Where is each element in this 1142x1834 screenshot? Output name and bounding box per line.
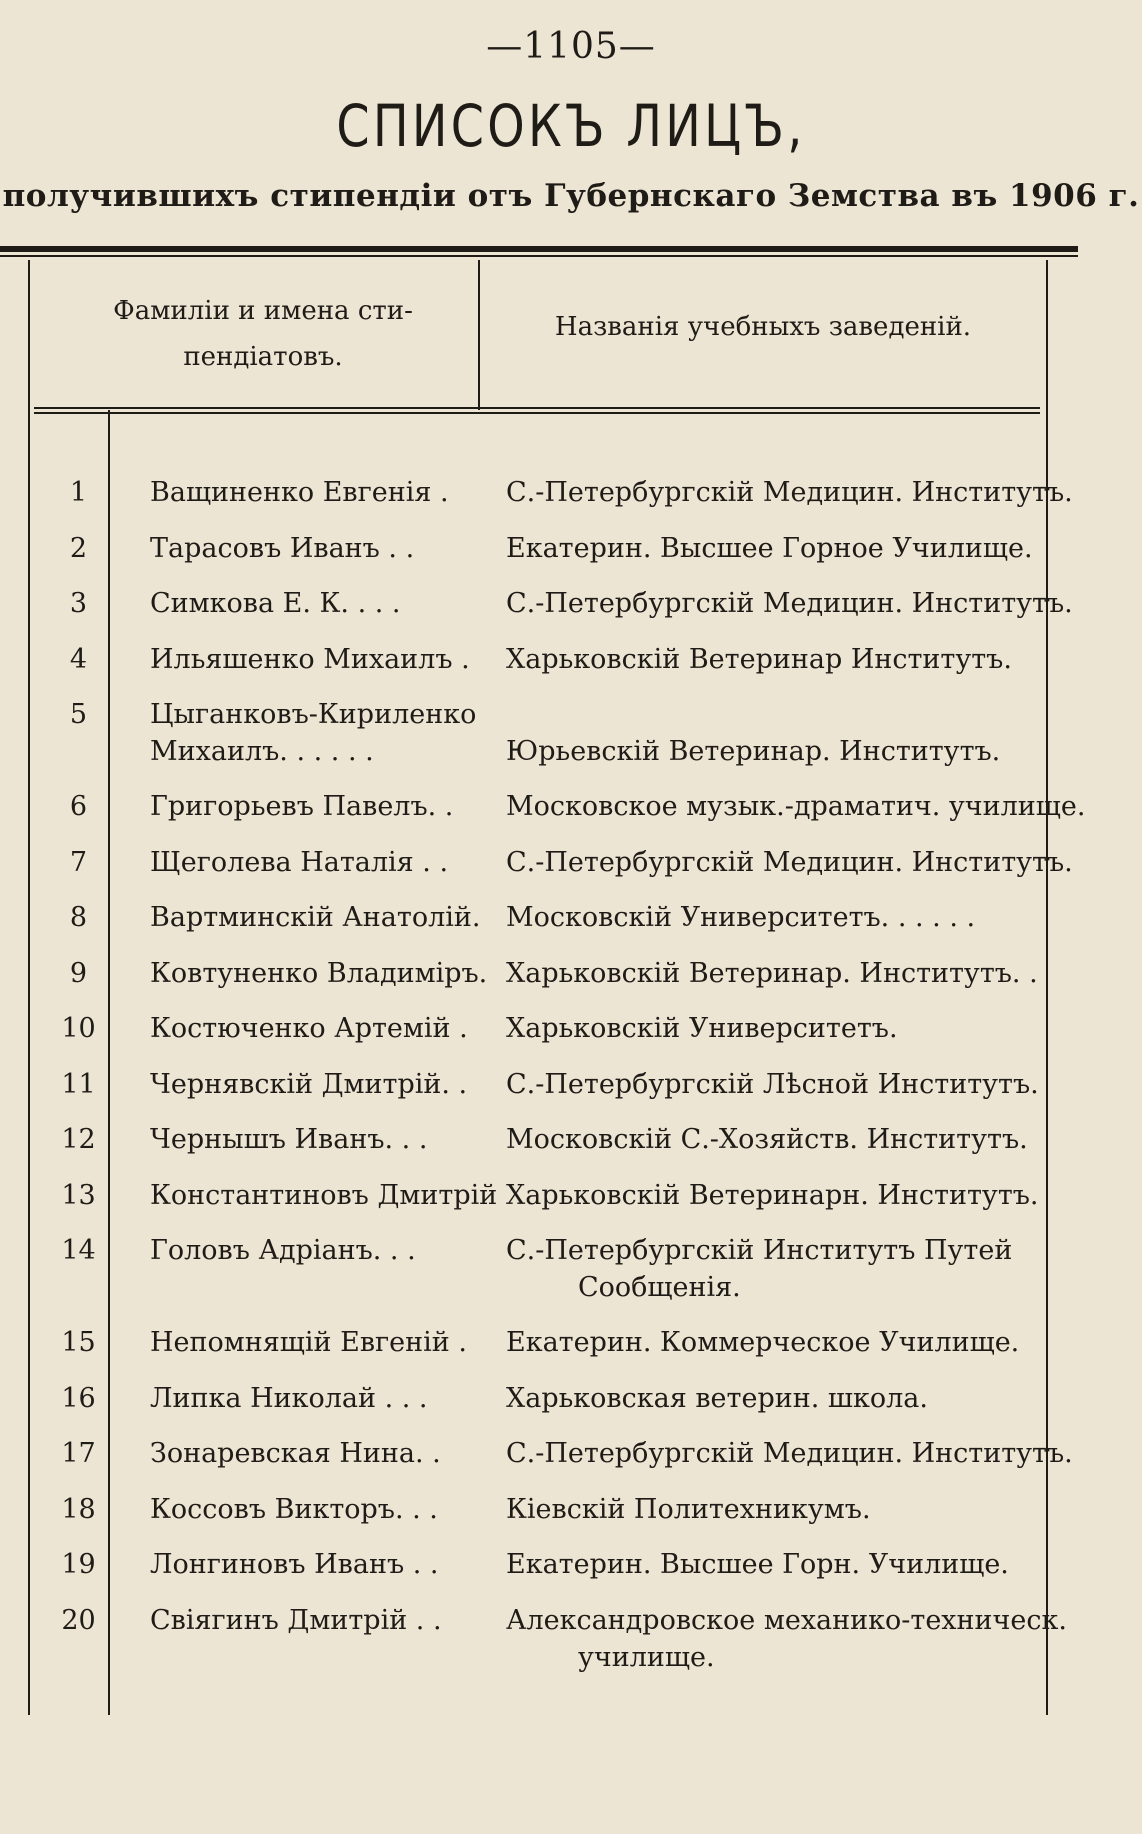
row-number: 9 [69,957,88,989]
stipendiary-name [150,1435,495,1472]
stipendiary-name [150,1232,495,1269]
school-name [506,1435,1073,1472]
stipendiary-name-line: Липка Николай . . . [150,1382,428,1414]
stipendiary-name [150,530,495,567]
school-name [506,1177,1068,1214]
stipendiary-name-line: Ковтуненко Владиміръ. [150,957,488,989]
table-row [28,1435,1073,1491]
page-number: —1105— [486,26,656,67]
stipendiary-name-line: Ильяшенко Михаилъ . [150,643,470,675]
school-name [506,844,1073,881]
row-number: 5 [69,699,88,730]
school-name-line: Московскій С.-Хозяйств. Институтъ. [506,1124,1028,1155]
table-row [28,1066,1048,1122]
row-number: 20 [61,1604,96,1636]
stipendiary-name-line: Щеголева Наталія . . [150,846,449,878]
school-name-line: Юрьевскій Ветеринар. Институтъ. [506,736,1001,767]
row-number: 19 [61,1549,96,1580]
table-row [28,1602,1067,1694]
row-number: 4 [69,643,88,675]
school-name [506,1232,1068,1306]
school-name-line: Сообщенія. [578,1272,741,1303]
school-name-line: С.-Петербургскій Медицин. Институтъ. [506,477,1073,508]
row-number: 10 [61,1013,96,1044]
row-number: 1 [69,477,88,508]
row-number: 3 [69,588,88,619]
school-name-line: Харьковскій Университетъ. [506,1013,898,1044]
row-number: 12 [61,1124,96,1155]
school-name [506,1066,1068,1103]
table-row [28,955,1048,1011]
table-row [28,1177,1048,1233]
stipendiary-name [150,696,495,770]
stipendiary-name [150,1010,495,1047]
table-row [28,641,1048,697]
school-name [506,955,1068,992]
stipendiary-name-line: Григорьевъ Павелъ. . [150,791,454,822]
school-name-line: Харьковскій Ветеринар. Институтъ. . [506,957,1038,989]
column-header-names-line2: пендіатовъ. [183,342,343,372]
school-name [506,1491,1068,1528]
stipendiary-name-line: Головъ Адріанъ. . . [150,1235,416,1266]
school-name [506,1324,1068,1361]
stipendiary-name [150,1380,495,1417]
table-row [28,1491,1048,1547]
school-name-line: Екатерин. Коммерческое Училище. [506,1327,1020,1358]
stipendiary-name [150,474,495,511]
stipendiary-name [150,1177,498,1214]
school-name-line: С.-Петербургскій Медицин. Институтъ. [506,1438,1073,1469]
school-name-line: Екатерин. Высшее Горн. Училище. [506,1549,1009,1580]
header-rule [34,407,1040,409]
stipendiary-name-line: Непомнящій Евгеній . [150,1327,467,1358]
table-row [28,696,1048,788]
row-number: 13 [61,1179,96,1211]
column-header-names [48,288,478,380]
stipendiary-name-line: Цыганковъ-Кириленко [150,699,477,730]
school-name-line: Харьковскій Ветеринарн. Институтъ. [506,1179,1039,1211]
school-name-line: училище. [578,1641,715,1673]
stipendiary-name [150,1121,495,1158]
stipendiary-name [150,585,495,622]
school-name [506,1121,1068,1158]
stipendiary-name-line: Коссовъ Викторъ. . . [150,1493,438,1525]
table-row [28,530,1048,586]
school-name-line: Кіевскій Политехникумъ. [506,1493,871,1525]
row-number: 17 [61,1438,96,1469]
school-name [506,696,1068,770]
stipendiary-name [150,1066,495,1103]
school-name-line: Московскій Университетъ. . . . . . [506,902,976,933]
row-number: 16 [61,1382,96,1414]
stipendiary-name-line: Лонгиновъ Иванъ . . [150,1549,439,1580]
stipendiary-name-line: Симкова Е. К. . . . [150,588,401,619]
school-name [506,1380,1068,1417]
table-row [28,1232,1048,1324]
school-name-line: Харьковскій Ветеринар Институтъ. [506,643,1012,675]
school-name [506,1546,1068,1583]
table-row [28,1380,1048,1436]
top-rule [0,246,1078,252]
row-number: 14 [61,1235,96,1266]
stipendiary-name-line: Чернявскій Дмитрій. . [150,1068,468,1100]
table-row [28,1546,1048,1602]
table-row [28,844,1073,900]
school-name [506,641,1068,678]
school-name-line: С.-Петербургскій Институтъ Путей [506,1235,1013,1266]
row-number: 8 [69,902,88,933]
column-header-schools: Названія учебныхъ заведеній. [554,312,972,342]
table-row [28,1010,1048,1066]
stipendiary-name [150,1324,495,1361]
stipendiary-name [150,641,495,678]
page-subtitle: получившихъ стипендіи отъ Губернскаго Земства въ 1906 г. [2,178,1140,214]
school-name-line: Екатерин. Высшее Горное Училище. [506,532,1033,564]
school-name-line: С.-Петербургскій Лѣсной Институтъ. [506,1068,1039,1100]
stipendiary-name-line: Зонаревская Нина. . [150,1438,441,1469]
row-number: 6 [69,791,88,822]
school-name-line: Московское музык.-драматич. училище. [506,791,1086,822]
school-name [506,899,1068,936]
page-title: СПИСОКЪ ЛИЦЪ, [336,92,806,160]
stipendiary-name [150,1546,495,1583]
row-number: 15 [61,1327,96,1358]
table-row [28,474,1073,530]
school-name [506,1010,1068,1047]
school-name-line: Харьковская ветерин. школа. [506,1382,928,1414]
stipendiary-name [150,955,495,992]
stipendiary-name-line: Михаилъ. . . . . . [150,736,374,767]
stipendiary-name-line: Чернышъ Иванъ. . . [150,1124,428,1155]
stipendiary-name [150,788,495,825]
school-name [506,530,1068,567]
school-name-line [506,696,1068,733]
table-row [28,788,1086,844]
stipendiary-name [150,1491,495,1528]
school-name-line: С.-Петербургскій Медицин. Институтъ. [506,588,1073,619]
stipendiary-name-line: Вартминскій Анатолій. [150,902,481,933]
school-name-line: Александровское механико-техническ. [506,1604,1067,1636]
stipendiary-name [150,844,495,881]
table-row [28,1324,1048,1380]
stipendiary-name-line: Константиновъ Дмитрій [150,1179,498,1211]
school-name [506,585,1073,622]
school-name [506,788,1086,825]
stipendiary-name-line: Костюченко Артемій . [150,1013,468,1044]
column-header-names-line1: Фамиліи и имена сти- [113,296,413,326]
stipendiary-name [150,899,495,936]
stipendiary-name [150,1602,495,1639]
stipendiary-name-line: Тарасовъ Иванъ . . [150,532,415,564]
stipendiary-name-line: Ващиненко Евгенія . [150,477,449,508]
row-number: 2 [69,532,88,564]
table-rows [28,474,1086,1694]
row-number: 11 [61,1068,96,1100]
table-row [28,899,1048,955]
top-rule-thin [0,255,1078,257]
school-name [506,474,1073,511]
school-name [506,1602,1068,1676]
row-number: 18 [61,1493,96,1525]
row-number: 7 [69,846,88,878]
table-row [28,1121,1048,1177]
stipendiary-name-line: Свіягинъ Дмитрій . . [150,1604,442,1636]
table-row [28,585,1073,641]
school-name-line: С.-Петербургскій Медицин. Институтъ. [506,846,1073,878]
header-rule-second [34,412,1040,414]
